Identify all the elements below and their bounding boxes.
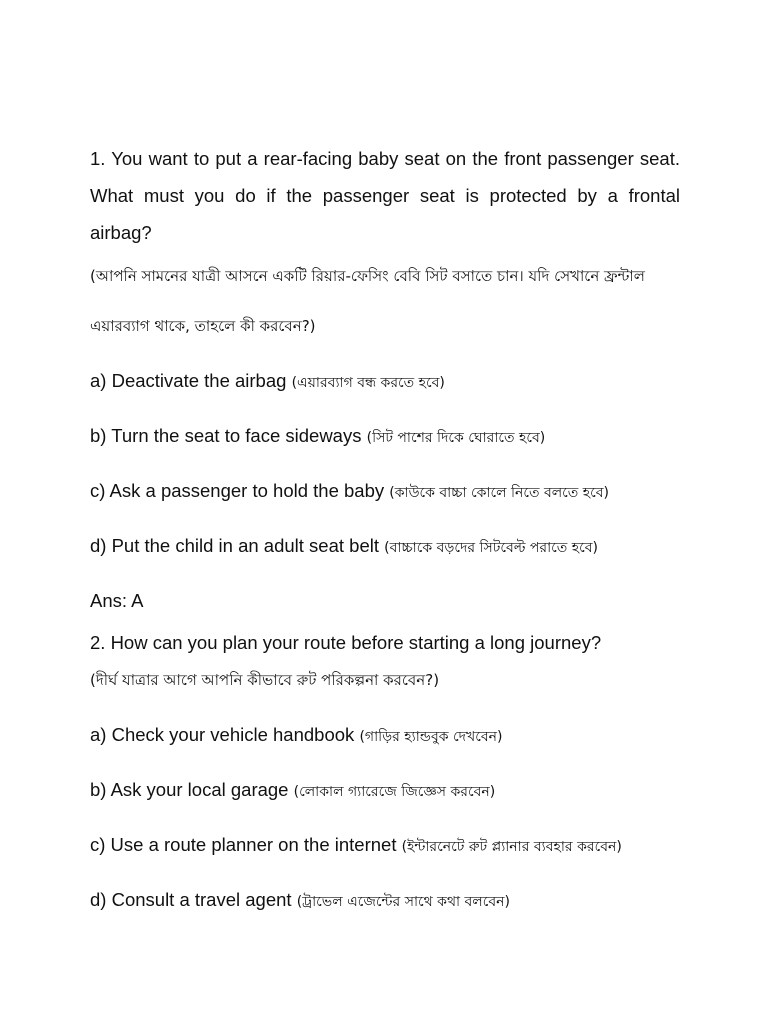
question-2-option-b: b) Ask your local garage (লোকাল গ্যারেজে জিজ্ঞেস করবেন)	[90, 779, 496, 800]
document-page	[90, 140, 680, 914]
question-2-option-a: a) Check your vehicle handbook (গাড়ির হ্যান্ডবুক দেখবেন)	[90, 724, 503, 745]
question-2-translation: (দীর্ঘ যাত্রার আগে আপনি কীভাবে রুট পরিকল্পনা করবেন?)	[90, 671, 440, 689]
question-1-option-b: b) Turn the seat to face sideways (সিট পাশের দিকে ঘোরাতে হবে)	[90, 425, 546, 446]
question-2-option-d: d) Consult a travel agent (ট্রাভেল এজেন্টের সাথে কথা বলবেন)	[90, 889, 510, 910]
question-1-option-c: c) Ask a passenger to hold the baby (কাউকে বাচ্চা কোলে নিতে বলতে হবে)	[90, 480, 609, 501]
question-2-title: 2. How can you plan your route before starting a long journey?	[90, 632, 602, 653]
question-1-title: 1. You want to put a rear-facing baby seat on the front passenger seat. What must you do if the passenger seat is protected by a frontal airbag?	[90, 148, 680, 243]
question-1-answer: Ans: A	[90, 590, 144, 611]
question-1-option-d: d) Put the child in an adult seat belt (বাচ্চাকে বড়দের সিটবেল্ট পরাতে হবে)	[90, 535, 598, 556]
question-1-translation: (আপনি সামনের যাত্রী আসনে একটি রিয়ার-ফেসিং বেবি সিট বসাতে চান। যদি সেখানে ফ্রন্টাল এয়ারব্যাগ থাকে, তাহলে কী করবেন?)	[90, 267, 645, 335]
question-1-option-a: a) Deactivate the airbag (এয়ারব্যাগ বন্ধ করতে হবে)	[90, 370, 445, 391]
question-2-option-c: c) Use a route planner on the internet (ইন্টারনেটে রুট প্ল্যানার ব্যবহার করবেন)	[90, 834, 622, 855]
